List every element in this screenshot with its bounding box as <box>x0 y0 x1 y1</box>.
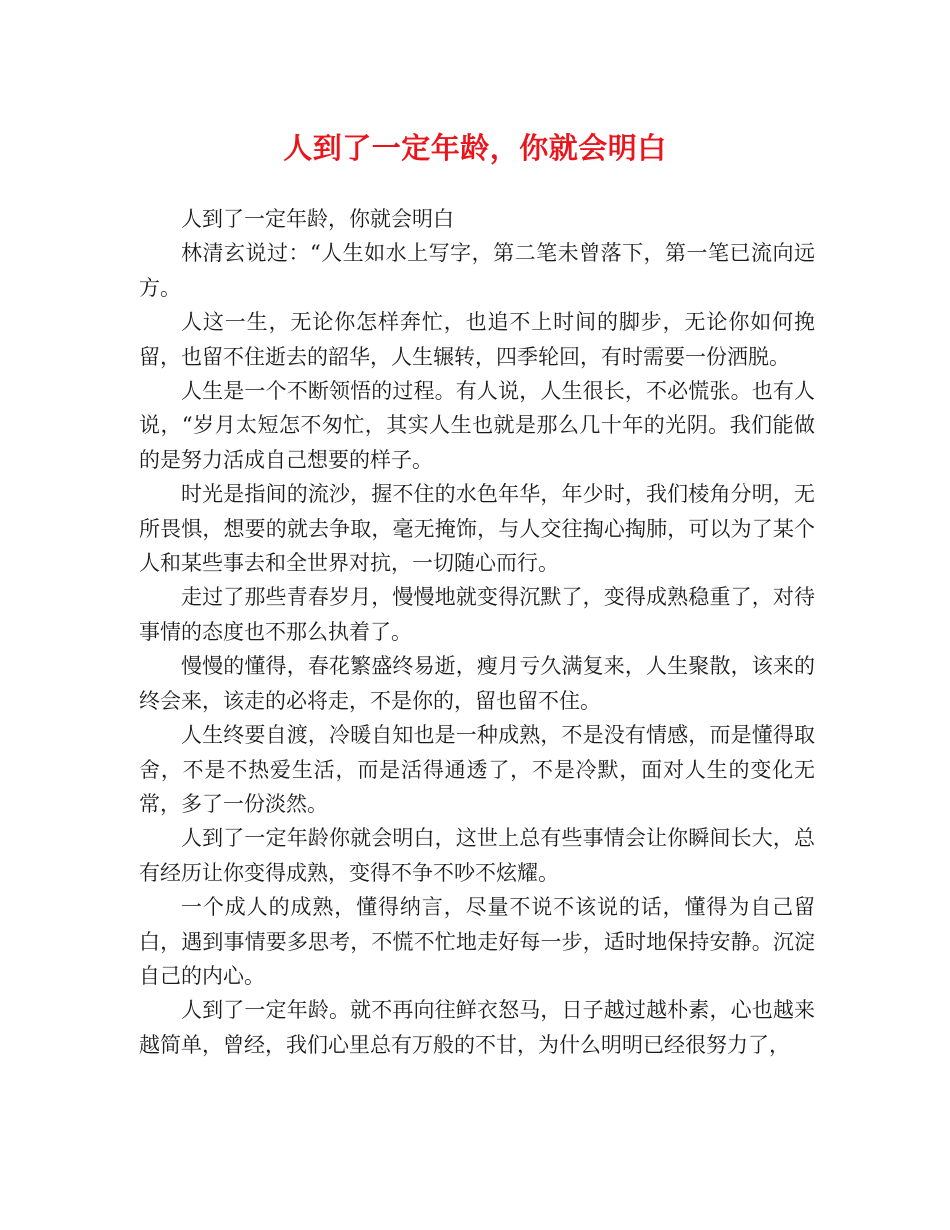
paragraph: 走过了那些青春岁月，慢慢地就变得沉默了，变得成熟稳重了，对待事情的态度也不那么执着了。 <box>139 585 815 644</box>
paragraph: 人到了一定年龄。就不再向往鲜衣怒马，日子越过越朴素，心也越来越简单，曾经，我们心里总有万般的不甘，为什么明明已经很努力了， <box>139 998 815 1057</box>
paragraph: 时光是指间的流沙，握不住的水色年华，年少时，我们棱角分明，无所畏惧，想要的就去争取，毫无掩饰，与人交往掏心掏肺，可以为了某个人和某些事去和全世界对抗，一切随心而行。 <box>139 482 815 576</box>
paragraph: 一个成人的成熟，懂得纳言，尽量不说不该说的话，懂得为自己留白，遇到事情要多思考，不慌不忙地走好每一步，适时地保持安静。沉淀自己的内心。 <box>139 895 815 988</box>
paragraph: 人生是一个不断领悟的过程。有人说，人生很长，不必慌张。也有人说，“岁月太短怎不匆忙，其实人生也就是那么几十年的光阴。我们能做的是努力活成自己想要的样子。 <box>139 379 815 472</box>
paragraph: 慢慢的懂得，春花繁盛终易逝，瘦月亏久满复来，人生聚散，该来的终会来，该走的必将走，不是你的，留也留不住。 <box>139 654 815 713</box>
paragraph: 林清玄说过：“人生如水上写字，第二笔未曾落下，第一笔已流向远方。 <box>139 241 815 300</box>
paragraph: 人生终要自渡，冷暖自知也是一种成熟，不是没有情感，而是懂得取舍，不是不热爱生活，而是活得通透了，不是冷默，面对人生的变化无常，多了一份淡然。 <box>139 723 815 816</box>
document-body <box>139 202 815 1062</box>
document-title: 人到了一定年龄，你就会明白 <box>283 131 667 165</box>
paragraph: 人这一生，无论你怎样奔忙，也追不上时间的脚步，无论你如何挽留，也留不住逝去的韶华，人生辗转，四季轮回，有时需要一份洒脱。 <box>139 310 815 369</box>
paragraph: 人到了一定年龄，你就会明白 <box>181 207 454 231</box>
paragraph: 人到了一定年龄你就会明白，这世上总有些事情会让你瞬间长大，总有经历让你变得成熟，变得不争不吵不炫耀。 <box>139 826 815 885</box>
